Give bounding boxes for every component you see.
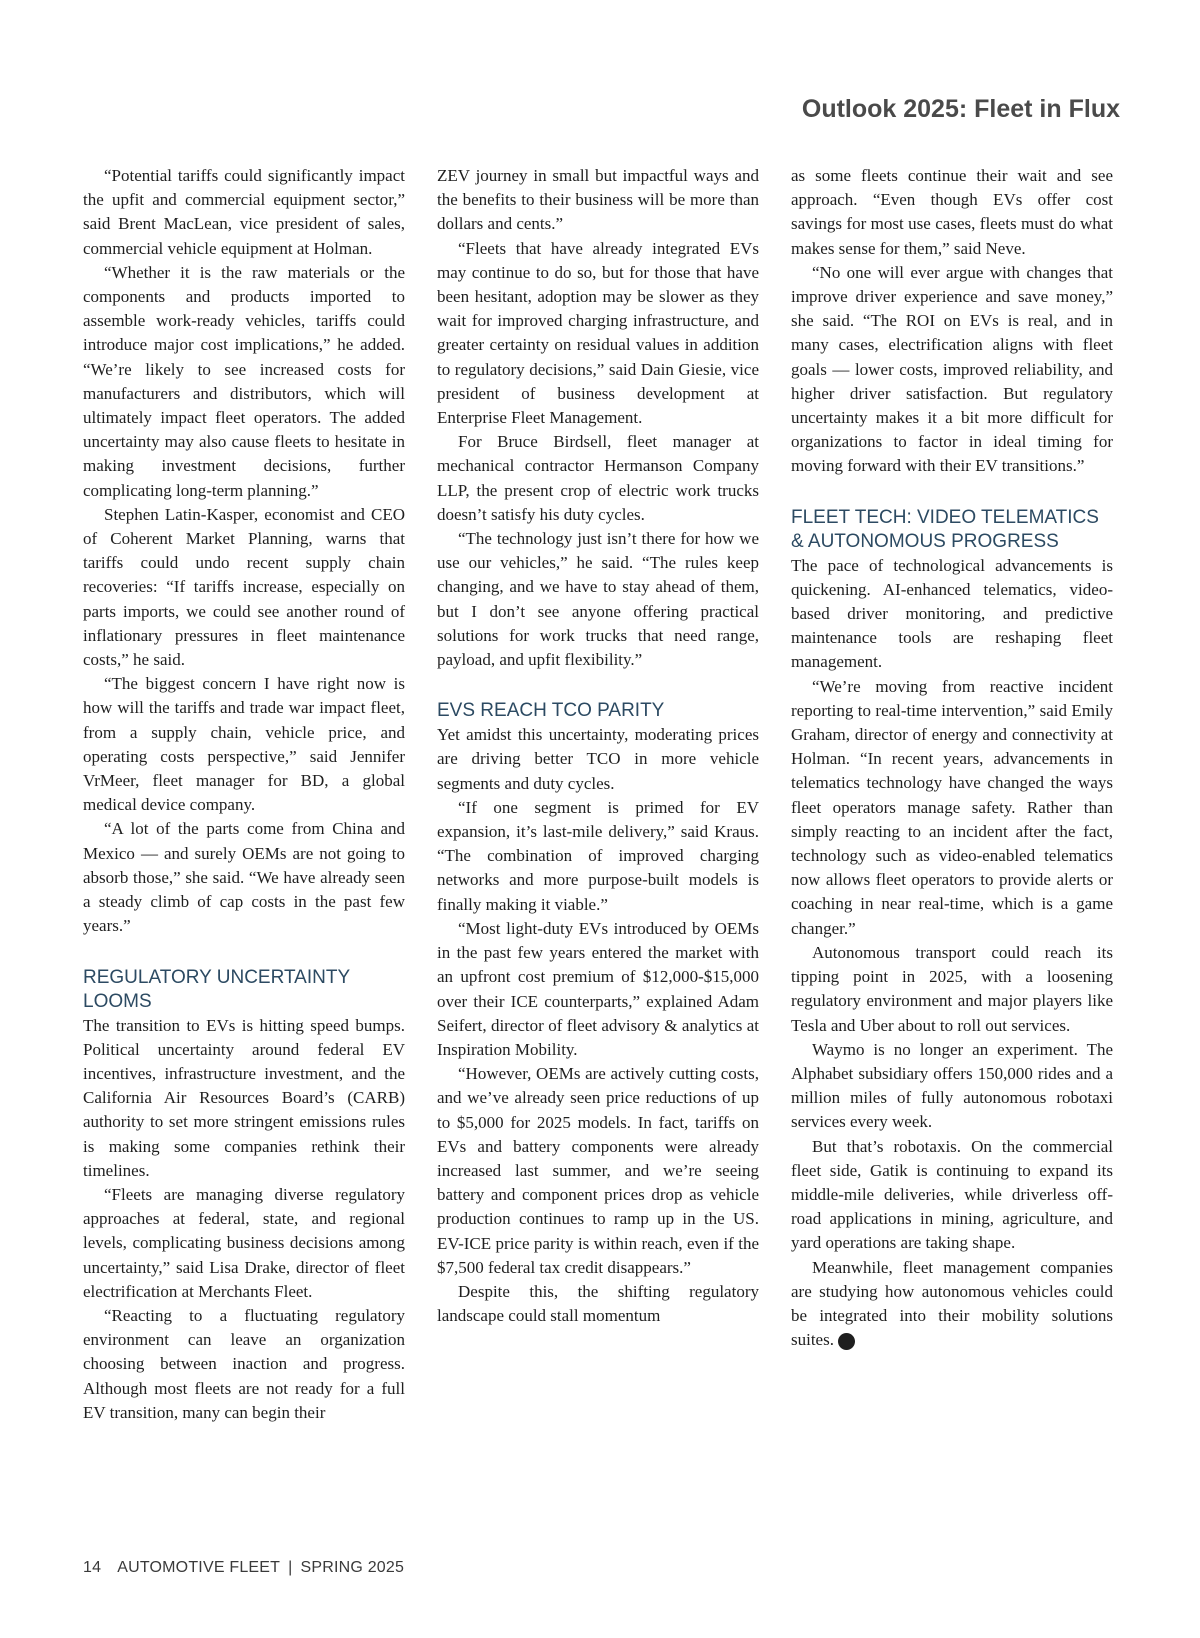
paragraph: For Bruce Birdsell, fleet manager at mechanical contractor Hermanson Company LLP, the present crop of electric work trucks doesn’t satisfy his duty cycles. bbox=[437, 432, 759, 524]
article-column-1 bbox=[83, 164, 405, 1425]
paragraph-text: Meanwhile, fleet management companies are studying how autonomous vehicles could be integrated into their mobility solutions suites. bbox=[791, 1257, 1113, 1350]
paragraph: “Fleets that have already integrated EVs may continue to do so, but for those that have been hesitant, adoption may be slower as they wait for improved charging infrastructure, and greater certainty on residual values in addition to regulatory decisions,” said Dain Giesie, vice president of business development at Enterprise Fleet Management. bbox=[437, 238, 759, 428]
paragraph: “Reacting to a fluctuating regulatory environment can leave an organization choosing between inaction and progress. Although most fleets are not ready for a full EV transition, many can begin their bbox=[83, 1305, 405, 1422]
paragraph: “A lot of the parts come from China and Mexico — and surely OEMs are not going to absorb those,” she said. “We have already seen a steady climb of cap costs in the past few years.” bbox=[83, 819, 405, 936]
subheading-evs-reach-tco-parity: EVS REACH TCO PARITY bbox=[437, 700, 665, 722]
paragraph: Despite this, the shifting regulatory landscape could stall momentum bbox=[437, 1281, 759, 1326]
paragraph: “The technology just isn’t there for how we use our vehicles,” he said. “The rules keep changing, and we have to stay ahead of them, but I don’t see anyone offering practical solutions for work trucks that need range, payload, and upfit flexibility.” bbox=[437, 529, 759, 670]
paragraph: “Potential tariffs could significantly impact the upfit and commercial equipment sector,” said Brent MacLean, vice president of sales, commercial vehicle equipment at Holman. bbox=[83, 166, 405, 258]
article-column-2 bbox=[437, 164, 759, 1328]
page-number: 14 bbox=[83, 1559, 102, 1576]
paragraph: But that’s robotaxis. On the commercial fleet side, Gatik is continuing to expand its middle-mile deliveries, while driverless off-road applications in mining, agriculture, and yard operations are taking shape. bbox=[791, 1136, 1113, 1253]
page-footer bbox=[83, 1559, 404, 1577]
paragraph: “The biggest concern I have right now is how will the tariffs and trade war impact fleet, from a supply chain, vehicle price, and operating costs perspective,” said Jennifer VrMeer, fleet manager for BD, a global medical device company. bbox=[83, 674, 405, 815]
section-title: Outlook 2025: Fleet in Flux bbox=[801, 95, 1120, 123]
issue-date: SPRING 2025 bbox=[300, 1559, 405, 1576]
footer-separator: | bbox=[288, 1559, 293, 1576]
end-of-article-icon: AF bbox=[838, 1333, 855, 1350]
paragraph-continued: as some fleets continue their wait and see approach. “Even though EVs offer cost savings for most use cases, fleets must do what makes sense for them,” said Neve. bbox=[791, 166, 1113, 258]
paragraph: The pace of technological advancements is quickening. AI-enhanced telematics, video-based driver monitoring, and predictive maintenance tools are reshaping fleet management. bbox=[791, 555, 1113, 672]
paragraph: Waymo is no longer an experiment. The Alphabet subsidiary offers 150,000 rides and a million miles of fully autonomous robotaxi services every week. bbox=[791, 1039, 1113, 1132]
paragraph: “We’re moving from reactive incident reporting to real-time intervention,” said Emily Graham, director of energy and connectivity at Holman. “In recent years, advancements in telematics technology have changed the ways fleet operators manage safety. Rather than simply reacting to an incident after the fact, technology such as video-enabled telematics now allows fleet operators to provide alerts or coaching in near real-time, which is a game changer.” bbox=[791, 676, 1113, 938]
subheading-regulatory-uncertainty: REGULATORY UNCERTAINTY LOOMS bbox=[83, 966, 350, 1012]
paragraph: “However, OEMs are actively cutting costs, and we’ve already seen price reductions of up to $5,000 for 2025 models. In fact, tariffs on EVs and battery components were already increased last summer, and we’re seeing battery and component prices drop as vehicle production continues to ramp up in the US. EV-ICE price parity is within reach, even if the $7,500 federal tax credit disappears.” bbox=[437, 1064, 759, 1277]
paragraph: “Whether it is the raw materials or the components and products imported to assemble work-ready vehicles, tariffs could introduce major cost implications,” he added. “We’re likely to see increased costs for manufacturers and distributors, which will ultimately impact fleet operators. The added uncertainty may also cause fleets to hesitate in making investment decisions, further complicating long-term planning.” bbox=[83, 262, 405, 500]
paragraph-final bbox=[791, 1256, 1113, 1353]
article-column-3 bbox=[791, 164, 1113, 1352]
paragraph: “Most light-duty EVs introduced by OEMs in the past few years entered the market with an upfront cost premium of $12,000-$15,000 over their ICE counterparts,” explained Adam Seifert, director of fleet advisory & analytics at Inspiration Mobility. bbox=[437, 918, 759, 1059]
paragraph: Stephen Latin-Kasper, economist and CEO of Coherent Market Planning, warns that tariffs could undo recent supply chain recoveries: “If tariffs increase, especially on parts imports, we could see another round of inflationary pressures in fleet maintenance costs,” he said. bbox=[83, 504, 405, 670]
paragraph: The transition to EVs is hitting speed bumps. Political uncertainty around federal EV incentives, infrastructure investment, and the California Air Resources Board’s (CARB) authority to set more stringent emissions rules is making some companies rethink their timelines. bbox=[83, 1015, 405, 1180]
paragraph: Yet amidst this uncertainty, moderating prices are driving better TCO in more vehicle segments and duty cycles. bbox=[437, 725, 759, 793]
paragraph: “Fleets are managing diverse regulatory approaches at federal, state, and regional levels, complicating business decisions among uncertainty,” said Lisa Drake, director of fleet electrification at Merchants Fleet. bbox=[83, 1184, 405, 1301]
paragraph: Autonomous transport could reach its tipping point in 2025, with a loosening regulatory environment and major players like Tesla and Uber about to roll out services. bbox=[791, 942, 1113, 1035]
paragraph: “If one segment is primed for EV expansion, it’s last-mile delivery,” said Kraus. “The combination of improved charging networks and more purpose-built models is finally making it viable.” bbox=[437, 797, 759, 914]
paragraph: “No one will ever argue with changes that improve driver experience and save money,” she said. “The ROI on EVs is real, and in many cases, electrification aligns with fleet goals — lower costs, improved reliability, and higher driver satisfaction. But regulatory uncertainty makes it a bit more difficult for organizations to factor in ideal timing for moving forward with their EV transitions.” bbox=[791, 262, 1113, 476]
subheading-fleet-tech: FLEET TECH: VIDEO TELEMATICS & AUTONOMOUS PROGRESS bbox=[791, 506, 1099, 552]
paragraph-continued: ZEV journey in small but impactful ways and the benefits to their business will be more than dollars and cents.” bbox=[437, 166, 759, 234]
publication-name: AUTOMOTIVE FLEET bbox=[117, 1559, 281, 1576]
